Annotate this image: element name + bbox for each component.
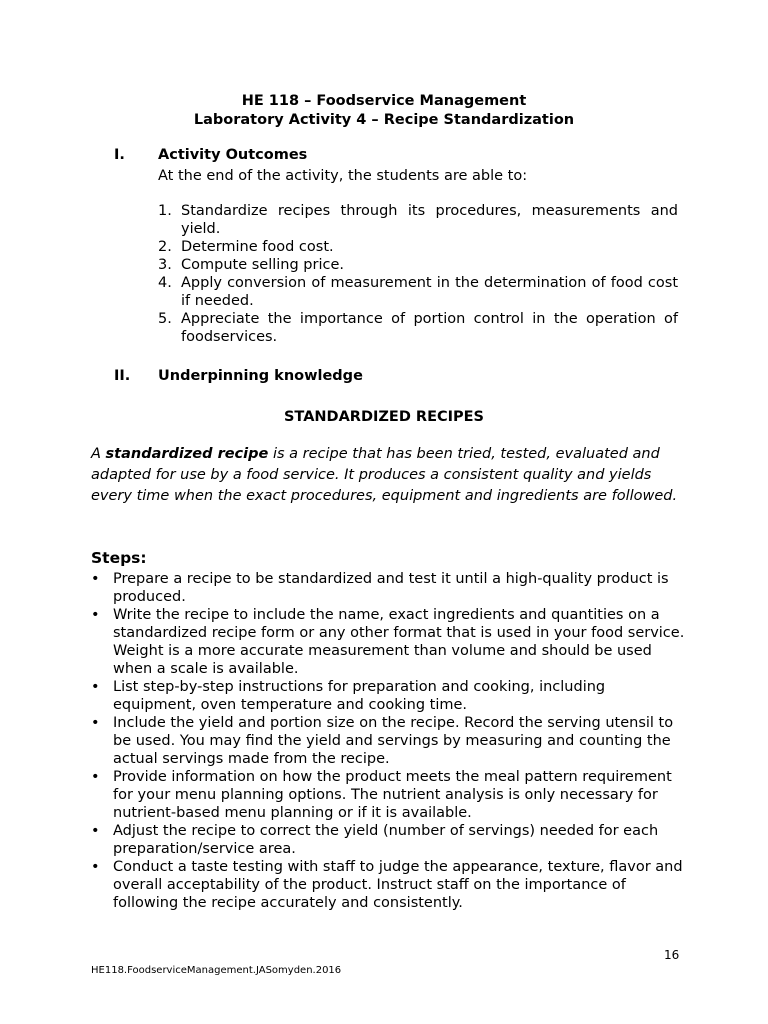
outcome-item — [158, 310, 678, 346]
bullet-icon: • — [91, 823, 100, 839]
page-number: 16 — [664, 948, 680, 962]
outcome-text: Determine food cost. — [181, 239, 334, 255]
step-item — [91, 570, 691, 606]
outcome-item — [158, 274, 678, 310]
step-text: Write the recipe to include the name, exact ingredients and quantities on a standardized recipe form or any other format that is used in your food service. Weight is a more accurate measurement than volume and should be used when a scale is available. — [113, 607, 685, 677]
footer-text: HE118.FoodserviceManagement.JASomyden.2016 — [91, 965, 342, 976]
bullet-icon: • — [91, 571, 100, 587]
step-text: Include the yield and portion size on the recipe. Record the serving utensil to be used. You may find the yield and servings by measuring and counting the actual servings made from the recipe. — [113, 715, 674, 767]
outcome-item — [158, 256, 678, 274]
outcome-number: 4. — [158, 275, 172, 291]
outcome-text: Appreciate the importance of portion control in the operation of foodservices. — [181, 311, 678, 345]
section-1-intro: At the end of the activity, the students are able to: — [158, 168, 528, 184]
outcome-text: Apply conversion of measurement in the determination of food cost if needed. — [181, 275, 678, 309]
step-item — [91, 858, 691, 912]
section-1-title: Activity Outcomes — [158, 147, 308, 163]
definition-prefix: A — [91, 446, 106, 462]
bullet-icon: • — [91, 769, 100, 785]
section-1-number: I. — [114, 147, 125, 163]
definition-text: is a recipe that has been tried, tested, evaluated and adapted for use by a food service. It produces a consistent quality and yields every time when the exact procedures, equipment and ingredients are followed. — [91, 446, 678, 504]
bullet-icon: • — [91, 859, 100, 875]
definition-paragraph — [91, 444, 681, 507]
outcome-item — [158, 202, 678, 238]
definition-term: standardized recipe — [105, 446, 269, 462]
bullet-icon: • — [91, 679, 100, 695]
step-text: Prepare a recipe to be standardized and test it until a high-quality product is produced. — [113, 571, 669, 605]
step-text: Adjust the recipe to correct the yield (number of servings) needed for each preparation/service area. — [113, 823, 659, 857]
step-text: List step-by-step instructions for preparation and cooking, including equipment, oven temperature and cooking time. — [113, 679, 606, 713]
step-item — [91, 822, 691, 858]
bullet-icon: • — [91, 715, 100, 731]
step-item — [91, 606, 691, 678]
standardized-recipes-heading: STANDARDIZED RECIPES — [283, 409, 484, 425]
outcome-text: Compute selling price. — [181, 257, 344, 273]
outcome-number: 2. — [158, 239, 172, 255]
outcome-number: 3. — [158, 257, 172, 273]
outcome-number: 5. — [158, 311, 172, 327]
bullet-icon: • — [91, 607, 100, 623]
steps-list — [91, 570, 691, 912]
step-item — [91, 714, 691, 768]
step-item — [91, 768, 691, 822]
outcome-text: Standardize recipes through its procedures, measurements and yield. — [181, 203, 678, 237]
course-title: HE 118 – Foodservice Management — [241, 93, 527, 109]
outcome-item — [158, 238, 678, 256]
activity-title: Laboratory Activity 4 – Recipe Standardization — [193, 112, 575, 128]
steps-heading: Steps: — [91, 549, 147, 567]
step-text: Provide information on how the product meets the meal pattern requirement for your menu planning options. The nutrient analysis is only necessary for nutrient-based menu planning or if it is available. — [113, 769, 672, 821]
outcomes-list — [158, 202, 678, 346]
outcome-number: 1. — [158, 203, 172, 219]
step-item — [91, 678, 691, 714]
section-2-number: II. — [114, 368, 131, 384]
section-2-title: Underpinning knowledge — [158, 368, 363, 384]
step-text: Conduct a taste testing with staff to judge the appearance, texture, flavor and overall acceptability of the product. Instruct staff on the importance of following the recipe accurately and consistently. — [113, 859, 683, 911]
